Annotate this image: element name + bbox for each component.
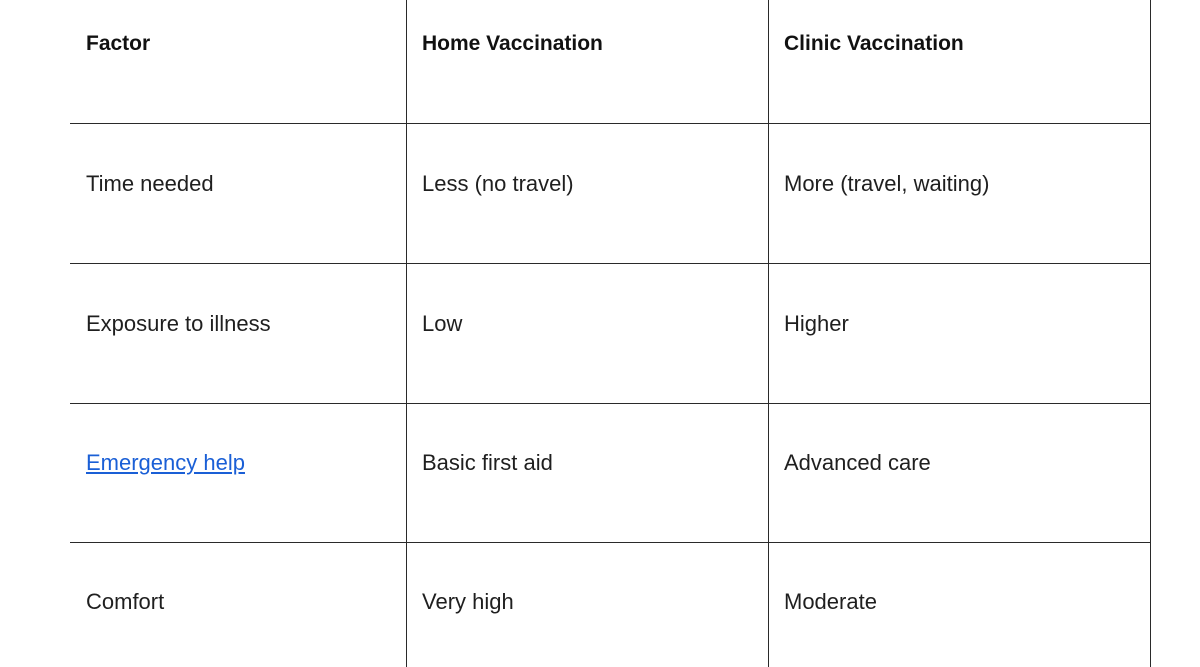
row-divider bbox=[70, 542, 1151, 543]
row-divider bbox=[70, 403, 1151, 404]
table-right-border bbox=[1150, 0, 1151, 667]
emergency-help-link[interactable]: Emergency help bbox=[86, 450, 245, 475]
row-time-home: Less (no travel) bbox=[422, 171, 574, 196]
header-clinic-vaccination: Clinic Vaccination bbox=[784, 32, 964, 55]
header-factor: Factor bbox=[86, 32, 151, 55]
row-divider bbox=[70, 263, 1151, 264]
row-time-clinic: More (travel, waiting) bbox=[784, 171, 990, 196]
row-comfort-clinic: Moderate bbox=[784, 589, 877, 614]
row-exposure-factor: Exposure to illness bbox=[86, 311, 271, 336]
column-divider bbox=[406, 0, 407, 667]
row-emergency-clinic: Advanced care bbox=[784, 450, 931, 475]
column-divider bbox=[768, 0, 769, 667]
header-home-vaccination: Home Vaccination bbox=[422, 32, 603, 55]
row-comfort-home: Very high bbox=[422, 589, 514, 614]
row-comfort-factor: Comfort bbox=[86, 589, 165, 614]
row-exposure-clinic: Higher bbox=[784, 311, 849, 336]
row-time-factor: Time needed bbox=[86, 171, 214, 196]
row-exposure-home: Low bbox=[422, 311, 463, 336]
row-emergency-home: Basic first aid bbox=[422, 450, 553, 475]
row-divider bbox=[70, 123, 1151, 124]
